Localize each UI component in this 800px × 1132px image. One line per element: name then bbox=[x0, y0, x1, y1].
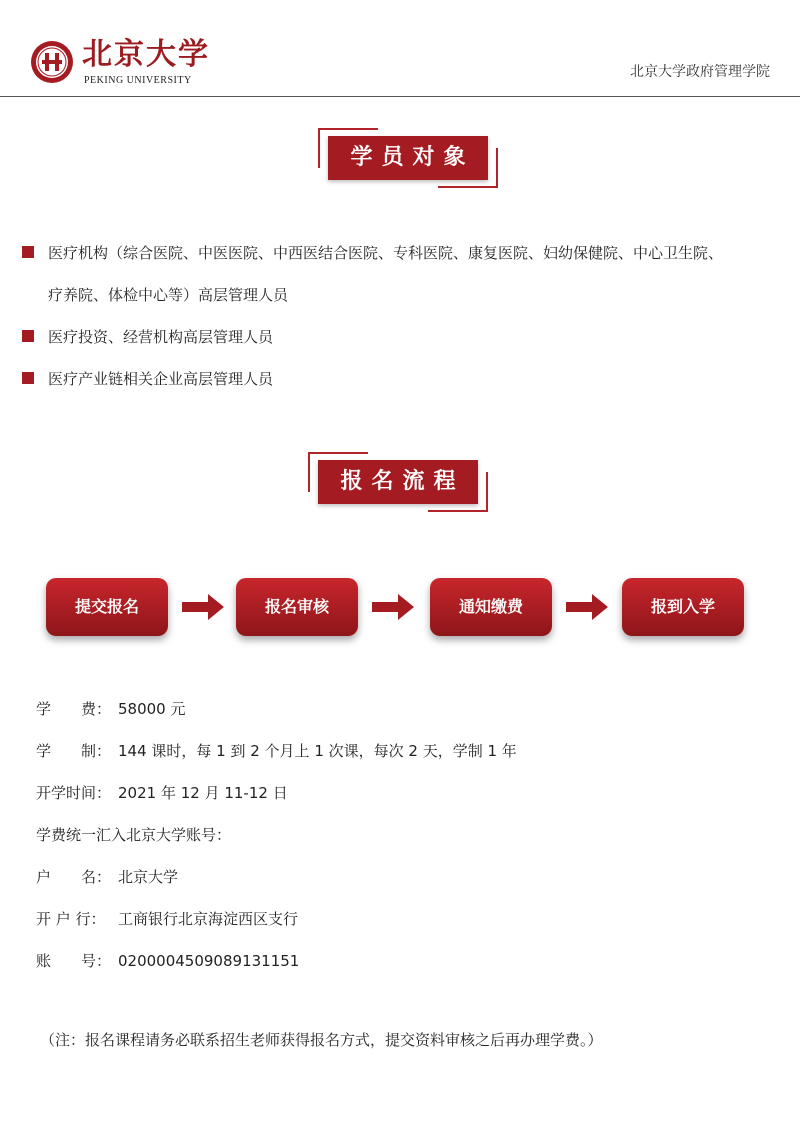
section-title-process bbox=[308, 452, 488, 512]
info-label: 学 费： bbox=[36, 700, 112, 718]
list-item-text: 医疗机构（综合医院、中医医院、中西医结合医院、专科医院、康复医院、妇幼保健院、中心卫生院、 bbox=[48, 244, 724, 262]
list-item bbox=[22, 316, 782, 358]
list-item-continuation bbox=[22, 274, 782, 316]
info-value: 工商银行北京海淀西区支行 bbox=[118, 910, 299, 928]
step-enrollment: 报到入学 bbox=[622, 578, 744, 636]
info-label: 户 名： bbox=[36, 868, 112, 886]
step-payment-notice: 通知缴费 bbox=[430, 578, 552, 636]
info-value: 0200004509089131151 bbox=[118, 952, 300, 970]
info-tuition bbox=[36, 688, 776, 730]
bullet-square-icon bbox=[22, 330, 34, 342]
logo-english-name: PEKING UNIVERSITY bbox=[84, 75, 192, 86]
info-label: 账 号： bbox=[36, 952, 112, 970]
list-item bbox=[22, 358, 782, 400]
section-title-label: 学员对象 bbox=[328, 136, 488, 180]
info-label: 开学时间： bbox=[36, 784, 112, 802]
info-account-holder bbox=[36, 856, 776, 898]
info-value: 144 课时，每 1 到 2 个月上 1 次课，每次 2 天，学制 1 年 bbox=[118, 742, 517, 760]
step-submit-application: 提交报名 bbox=[46, 578, 168, 636]
peking-university-seal-icon bbox=[30, 40, 74, 84]
info-label: 学 制： bbox=[36, 742, 112, 760]
header-divider bbox=[0, 96, 800, 97]
bullet-square-icon bbox=[22, 372, 34, 384]
info-label: 开 户 行： bbox=[36, 910, 106, 928]
step-application-review: 报名审核 bbox=[236, 578, 358, 636]
info-value: 58000 元 bbox=[118, 700, 186, 718]
info-program-system bbox=[36, 730, 776, 772]
info-bank bbox=[36, 898, 776, 940]
footnote: （注：报名课程请务必联系招生老师获得报名方式，提交资料审核之后再办理学费。） bbox=[40, 1031, 603, 1049]
section-title-label: 报名流程 bbox=[318, 460, 478, 504]
bullet-square-icon bbox=[22, 246, 34, 258]
info-value: 北京大学 bbox=[118, 868, 179, 886]
institution-name: 北京大学政府管理学院 bbox=[630, 64, 770, 80]
section-title-students bbox=[318, 128, 498, 188]
student-list bbox=[22, 232, 782, 400]
list-item-text: 疗养院、体检中心等）高层管理人员 bbox=[48, 286, 289, 304]
program-info bbox=[36, 688, 776, 982]
info-start-date bbox=[36, 772, 776, 814]
list-item-text: 医疗投资、经营机构高层管理人员 bbox=[48, 328, 274, 346]
info-value: 2021 年 12 月 11-12 日 bbox=[118, 784, 288, 802]
registration-flow bbox=[0, 570, 800, 650]
page-header bbox=[0, 0, 800, 96]
info-account-number bbox=[36, 940, 776, 982]
arrow-right-icon bbox=[182, 594, 224, 620]
list-item bbox=[22, 232, 782, 274]
info-account-intro: 学费统一汇入北京大学账号： bbox=[36, 826, 232, 844]
arrow-right-icon bbox=[372, 594, 414, 620]
list-item-text: 医疗产业链相关企业高层管理人员 bbox=[48, 370, 274, 388]
arrow-right-icon bbox=[566, 594, 608, 620]
logo-chinese-name: 北京大学 bbox=[82, 37, 210, 72]
